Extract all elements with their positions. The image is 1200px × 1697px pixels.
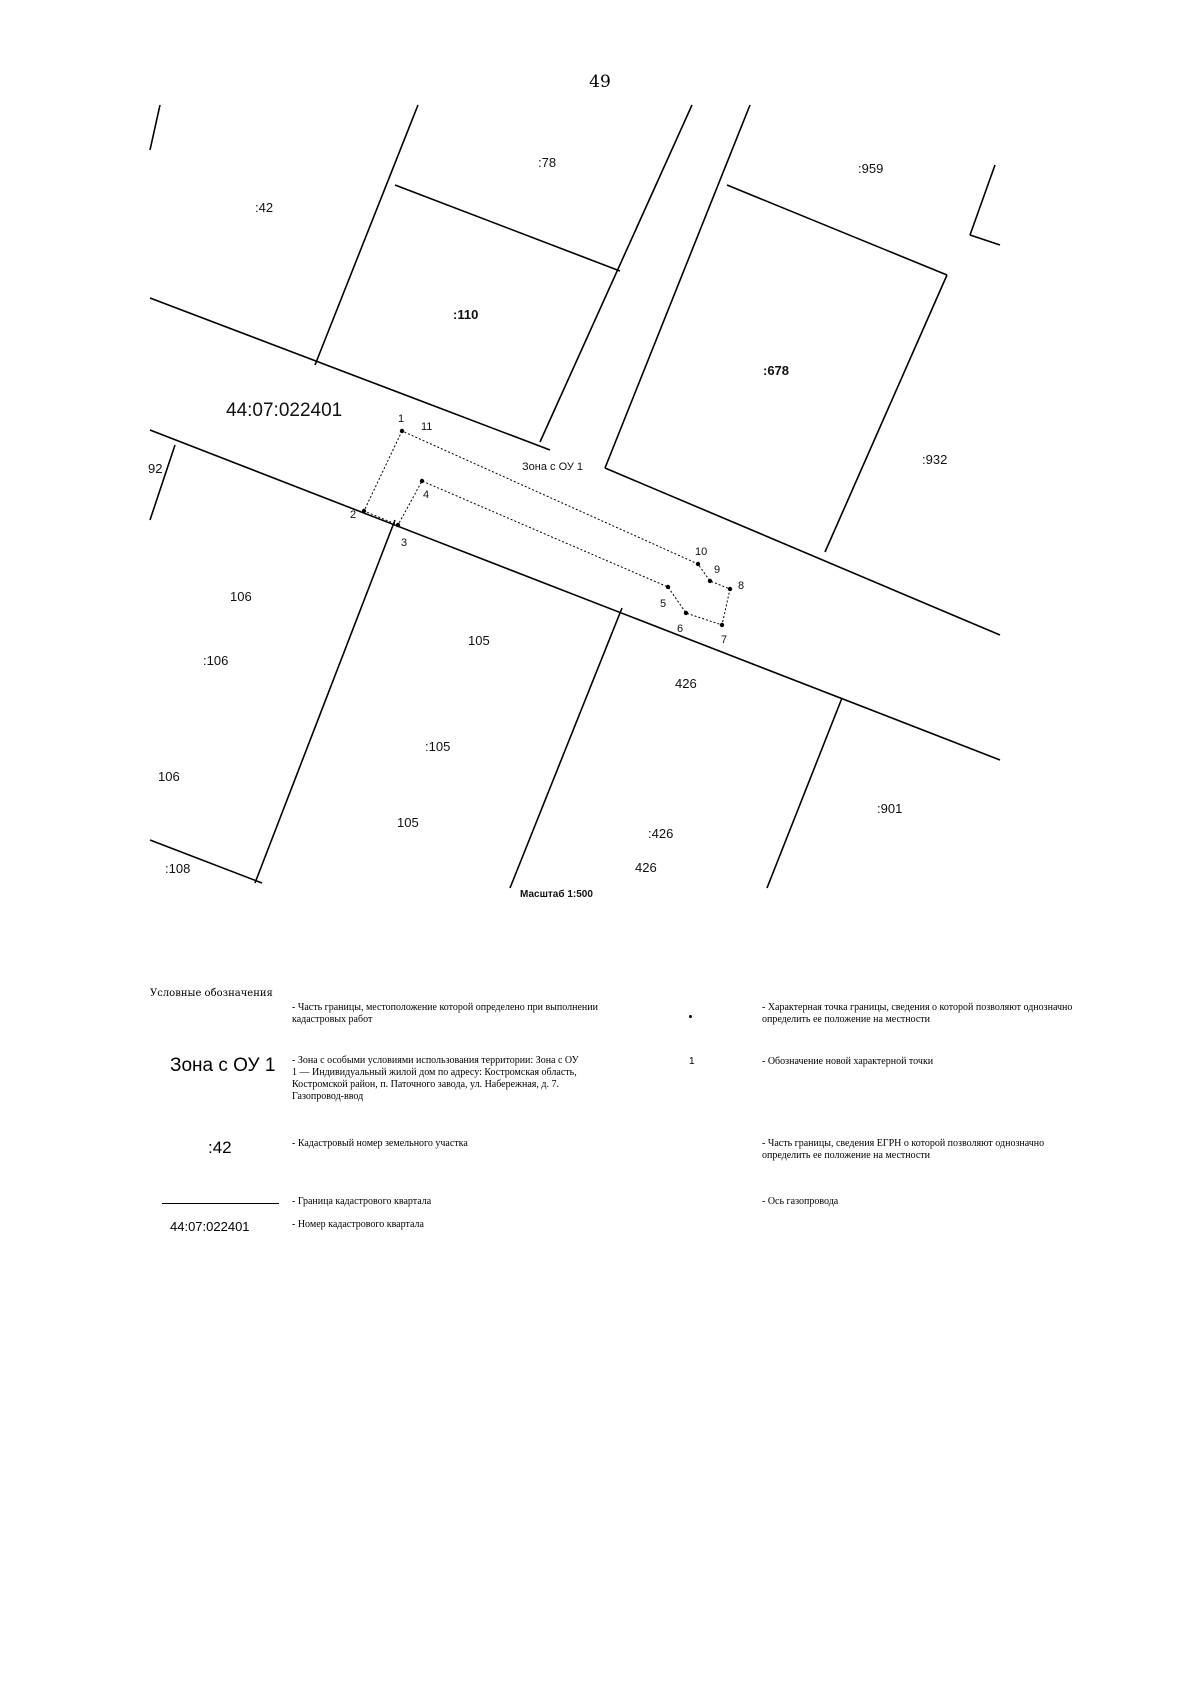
parcel-label: 105 xyxy=(468,633,490,648)
point-label: 8 xyxy=(738,580,745,592)
parcel-label: 426 xyxy=(675,676,697,691)
point-label: 9 xyxy=(714,564,721,576)
legend-title: Условные обозначения xyxy=(150,988,273,999)
legend-item xyxy=(762,1196,1082,1208)
quarter-number-label: 44:07:022401 xyxy=(226,400,343,421)
parcel-label: 105 xyxy=(397,815,419,830)
parcel-label: :901 xyxy=(877,801,903,816)
page-number: 49 xyxy=(589,72,611,92)
legend-item xyxy=(292,1138,592,1150)
legend-quarter-symbol: 44:07:022401 xyxy=(170,1219,250,1234)
parcel-label: :106 xyxy=(203,653,229,668)
point-label: 1 xyxy=(398,413,405,425)
boundary-line xyxy=(767,698,842,888)
legend-item xyxy=(762,1138,1082,1162)
parcel-label: :932 xyxy=(922,452,948,467)
legend-new-point-symbol: 1 xyxy=(689,1056,695,1067)
boundary-line xyxy=(150,105,160,150)
boundary-line xyxy=(970,165,995,235)
point-label: 5 xyxy=(660,598,667,610)
legend-point-symbol xyxy=(689,1015,692,1018)
parcel-label: :678 xyxy=(763,363,790,378)
boundary-point xyxy=(684,611,688,615)
legend-item-text: - Ось газопровода xyxy=(762,1196,839,1207)
boundary-line xyxy=(825,275,947,552)
point-label: 3 xyxy=(401,537,408,549)
boundary-point xyxy=(666,585,670,589)
point-label: 7 xyxy=(721,634,728,646)
scale-label: Масштаб 1:500 xyxy=(520,889,593,900)
parcel-label: :105 xyxy=(425,739,451,754)
boundary-line xyxy=(727,185,947,275)
boundary-point xyxy=(420,479,424,483)
boundary-line xyxy=(395,185,620,271)
boundary-point xyxy=(708,579,712,583)
legend-item xyxy=(292,1196,592,1208)
boundary-point xyxy=(696,562,700,566)
legend-item-text: - Кадастровый номер земельного участка xyxy=(292,1138,468,1149)
legend-quarter-line-symbol xyxy=(162,1203,279,1204)
parcel-label: :110 xyxy=(453,307,479,322)
legend-item xyxy=(292,1219,592,1231)
parcel-label: :426 xyxy=(648,826,674,841)
legend-item xyxy=(292,1055,582,1103)
boundary-line xyxy=(255,520,395,883)
legend-item-text: - Часть границы, местоположение которой определено при выполнении кадастровых работ xyxy=(292,1002,598,1025)
boundary-line xyxy=(970,235,1000,245)
legend-item xyxy=(762,1002,1082,1026)
point-label: 10 xyxy=(695,546,708,558)
legend-item-text: - Зона с особыми условиями использования территории: Зона с ОУ 1 — Индивидуальный жилой дом по адресу: Костромская область, Костромской район, п. Паточного завода, ул. Набережная, д. 7. Газопровод-ввод xyxy=(292,1055,579,1102)
boundary-line xyxy=(605,105,750,468)
legend-item-text: - Характерная точка границы, сведения о которой позволяют однозначно определить ее положение на местности xyxy=(762,1002,1073,1025)
cadastral-map xyxy=(150,105,1000,1000)
parcel-label: 92 xyxy=(148,461,163,476)
legend-item xyxy=(762,1056,1082,1068)
parcel-label: :78 xyxy=(538,155,557,170)
boundary-point xyxy=(720,623,724,627)
point-label: 11 xyxy=(421,421,433,433)
legend-parcel-symbol: :42 xyxy=(208,1138,232,1157)
boundary-point xyxy=(728,587,732,591)
legend-item xyxy=(292,1002,622,1026)
boundary-line xyxy=(315,105,418,365)
parcel-label: 106 xyxy=(158,769,180,784)
boundary-line xyxy=(150,430,1000,760)
legend-item-text: - Граница кадастрового квартала xyxy=(292,1196,432,1207)
boundary-line xyxy=(510,608,622,888)
legend-item-text: - Обозначение новой характерной точки xyxy=(762,1056,934,1067)
point-label: 6 xyxy=(677,623,684,635)
legend-item-text: - Номер кадастрового квартала xyxy=(292,1219,424,1230)
point-label: 4 xyxy=(423,489,430,501)
boundary-line xyxy=(540,105,692,442)
point-label: 2 xyxy=(350,509,357,521)
boundary-point xyxy=(400,429,404,433)
zone-label: Зона с ОУ 1 xyxy=(522,461,584,473)
boundary-line xyxy=(150,298,550,450)
parcel-label: :108 xyxy=(165,861,191,876)
boundary-point xyxy=(362,509,366,513)
parcel-label: :42 xyxy=(255,200,274,215)
legend-item-text: - Часть границы, сведения ЕГРН о которой позволяют однозначно определить ее положение на местности xyxy=(762,1138,1045,1161)
boundary-point xyxy=(396,523,400,527)
parcel-label: 426 xyxy=(635,860,657,875)
boundary-line xyxy=(150,445,175,520)
parcel-label: 106 xyxy=(230,589,252,604)
legend-zone-symbol: Зона с ОУ 1 xyxy=(170,1055,276,1076)
parcel-label: :959 xyxy=(858,161,884,176)
